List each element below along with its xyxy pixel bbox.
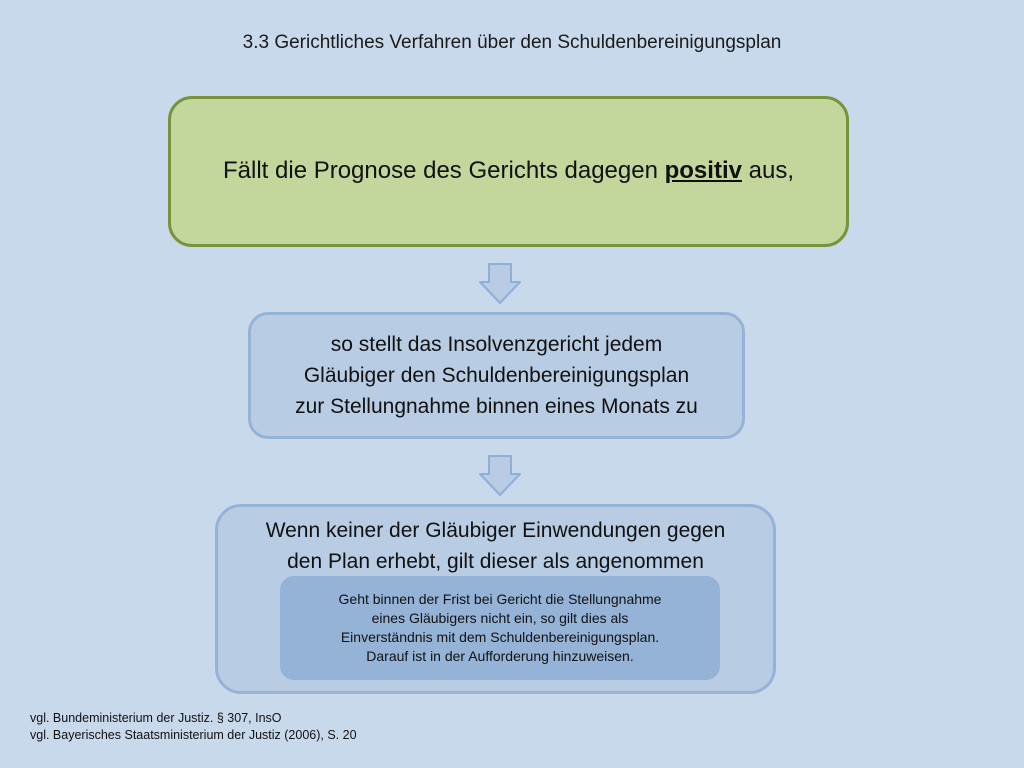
court-notification-line: Gläubiger den Schuldenbereinigungsplan [303, 364, 690, 387]
court-notification-text [295, 329, 698, 422]
prognosis-text-before: Fällt die Prognose des Gerichts dagegen [223, 157, 665, 185]
prognosis-text-after: aus, [741, 157, 794, 185]
footnote: vgl. Bayerisches Staatsministerium der Justiz (2006), S. 20 [30, 728, 357, 742]
prognosis-box [168, 96, 849, 247]
court-notification-box [248, 312, 745, 439]
footnote: vgl. Bundeministerium der Justiz. § 307, InsO [30, 711, 282, 725]
court-notification-line: zur Stellungnahme binnen eines Monats zu [295, 395, 698, 418]
down-arrow-icon [478, 454, 522, 498]
court-notification-line: so stellt das Insolvenzgericht jedem [330, 333, 663, 356]
source-footnotes [30, 710, 357, 744]
prognosis-emphasis: positiv [664, 157, 742, 185]
deemed-consent-line: Geht binnen der Frist bei Gericht die Stellungnahme [338, 591, 662, 607]
deemed-consent-line: Darauf ist in der Aufforderung hinzuweisen. [366, 648, 634, 664]
deemed-consent-note [280, 576, 720, 680]
acceptance-text [266, 515, 726, 577]
acceptance-line: den Plan erhebt, gilt dieser als angenommen [287, 550, 704, 573]
deemed-consent-line: eines Gläubigers nicht ein, so gilt dies als [371, 610, 629, 626]
prognosis-text [223, 157, 794, 186]
deemed-consent-text [339, 590, 662, 666]
deemed-consent-line: Einverständnis mit dem Schuldenbereinigungsplan. [340, 629, 660, 645]
acceptance-line: Wenn keiner der Gläubiger Einwendungen gegen [265, 519, 726, 542]
down-arrow-icon [478, 262, 522, 306]
slide-title: 3.3 Gerichtliches Verfahren über den Schuldenbereinigungsplan [242, 32, 782, 53]
